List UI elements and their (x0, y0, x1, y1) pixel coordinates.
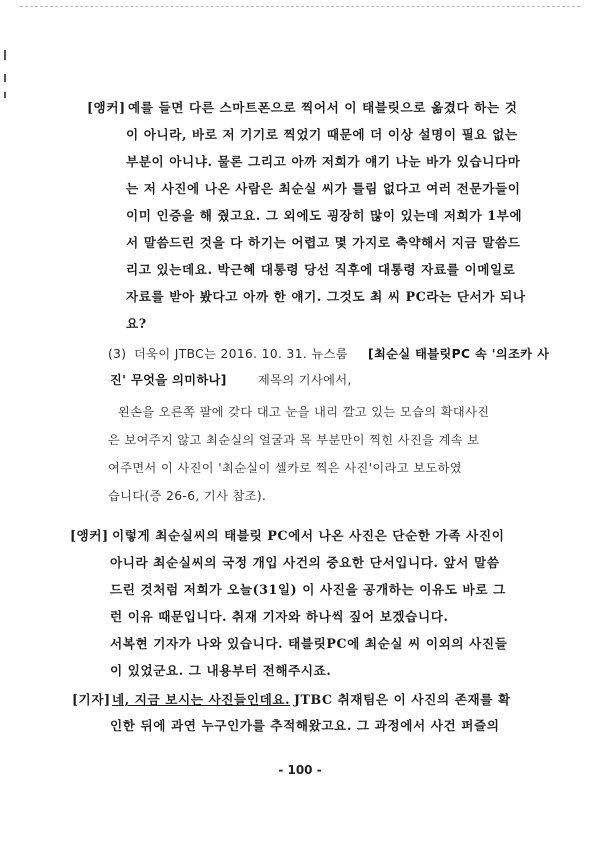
quote-line: 이미 인증을 해 줬고요. 그 외에도 굉장히 많이 있는데 저희가 1부에 (126, 208, 523, 223)
quote-line: 요? (126, 316, 147, 331)
quote-line: 아니라 최순실씨의 국정 개입 사건의 중요한 단서입니다. 앞서 말씀 (110, 555, 500, 570)
article-title: [최순실 태블릿PC 속 '의조카 사 (368, 347, 550, 361)
page-number: - 100 - (278, 763, 322, 777)
quote-line: 이렇게 최순실씨의 태블릿 PC에서 나온 사진은 단순한 가족 사진이 (112, 528, 505, 543)
quote-line: 리고 있는데요. 박근혜 대통령 당선 직후에 대통령 자료를 이메일로 (126, 262, 516, 277)
quote-line: 자료를 받아 봤다고 아까 한 얘기. 그것도 최 씨 PC라는 단서가 되나 (126, 289, 526, 304)
article-title-cont: 진' 무엇을 의미하나] (110, 373, 227, 387)
scan-top-edge (20, 6, 580, 7)
quote-line: 예를 들면 다른 스마트폰으로 찍어서 이 태블릿으로 옮겼다 하는 것 (128, 100, 518, 115)
body-line: 습니다(증 26-6, 기사 참조). (108, 489, 267, 503)
body-line: 은 보여주지 않고 최순실의 얼굴과 목 부분만이 찍힌 사진을 계속 보 (108, 433, 480, 447)
speaker-label-anchor: [앵커] (87, 100, 126, 115)
quote-line: 런 이유 때문입니다. 취재 기자와 하나씩 짚어 보겠습니다. (110, 609, 449, 624)
quote-line: 이 있었군요. 그 내용부터 전해주시죠. (110, 663, 332, 678)
quote-line: 인한 뒤에 과연 누구인가를 추적해왔고요. 그 과정에서 사건 퍼즐의 (110, 718, 500, 733)
quote-line: 이 아니라, 바로 저 기기로 찍었기 때문에 더 이상 설명이 필요 없는 (126, 127, 518, 142)
item-tail-text: 제목의 기사에서, (258, 373, 352, 387)
quote-line: JTBC 취재팀은 이 사진의 존재를 확 (294, 692, 511, 707)
margin-mark (4, 74, 6, 82)
quote-line: 는 저 사진에 나온 사람은 최순실 씨가 틀림 없다고 여러 전문가들이 (126, 181, 521, 196)
item-lead-text: 더욱이 JTBC는 2016. 10. 31. 뉴스룸 (134, 347, 348, 361)
body-line: 여주면서 이 사진이 '최순실이 셀카로 찍은 사진'이라고 보도하였 (108, 461, 462, 475)
quote-line: 서 말씀드린 것을 다 하기는 어렵고 몇 가지로 축약해서 지금 말씀드 (126, 235, 521, 250)
speaker-label-anchor: [앵커] (70, 528, 109, 543)
margin-mark (4, 92, 6, 98)
quote-line: 서복현 기자가 나와 있습니다. 태블릿PC에 최순실 씨 이외의 사진들 (110, 636, 508, 651)
quote-line: 부분이 아니냐. 물론 그리고 아까 저희가 얘기 나눈 바가 있습니다마 (126, 154, 521, 169)
margin-mark (4, 50, 6, 60)
item-number: (3) (108, 347, 127, 361)
body-line: 왼손을 오른쪽 팔에 갖다 대고 눈을 내리 깔고 있는 모습의 확대사진 (118, 405, 490, 419)
speaker-label-reporter: [기자] (72, 692, 111, 707)
quote-line: 드린 것처럼 저희가 오늘(31일) 이 사진을 공개하는 이유도 바로 그 (110, 582, 506, 597)
underlined-phrase: 네, 지금 보시는 사진들인데요. (112, 692, 291, 707)
